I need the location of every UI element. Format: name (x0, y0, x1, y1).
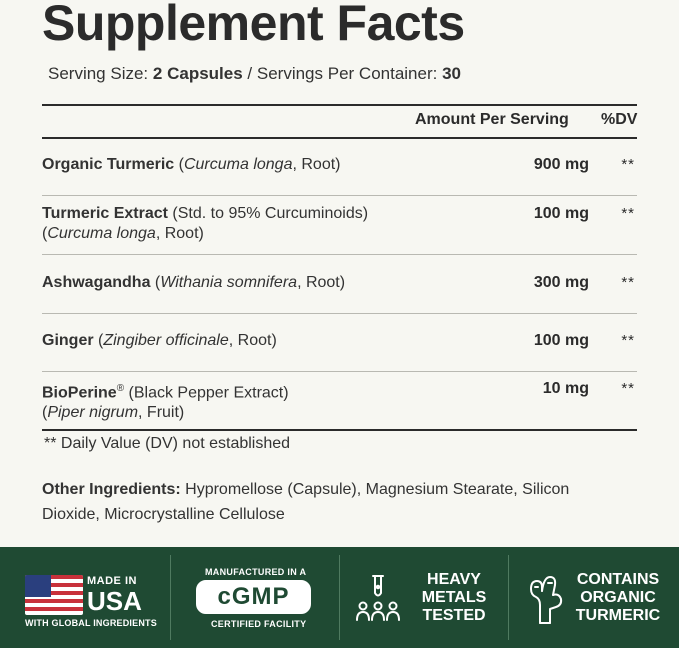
cgmp-label: cGMP (217, 583, 290, 610)
row-divider (42, 313, 637, 314)
header-amount-per-serving: Amount Per Serving (415, 111, 569, 128)
serving-info (48, 64, 461, 84)
serving-separator: / (247, 64, 253, 83)
servings-per-container-label: Servings Per Container: (256, 64, 438, 83)
badge-divider (339, 555, 340, 640)
serving-size-label: Serving Size: (48, 64, 149, 83)
ingredient-amount: 900 mg (533, 156, 589, 173)
made-in-label: MADE IN (87, 575, 137, 587)
ingredient-dv: ** (621, 205, 635, 222)
turmeric-root-icon (526, 571, 566, 625)
ingredient-name: Ginger (Zingiber officinale, Root) (42, 332, 277, 349)
other-ingredients (42, 477, 602, 527)
certified-facility-label: CERTIFIED FACILITY (211, 619, 307, 629)
top-rule (42, 104, 637, 106)
ingredient-dv: ** (621, 380, 635, 397)
ingredient-name: BioPerine® (Black Pepper Extract) (Piper nigrum, Fruit) (42, 383, 289, 422)
ingredient-amount: 100 mg (533, 332, 589, 349)
usa-flag-icon (25, 575, 83, 615)
global-ingredients-label: WITH GLOBAL INGREDIENTS (25, 618, 157, 628)
row-divider (42, 371, 637, 372)
dv-footnote: ** Daily Value (DV) not established (44, 435, 291, 452)
panel-title: Supplement Facts (42, 0, 465, 51)
header-rule (42, 137, 637, 139)
test-tube-people-icon (354, 573, 402, 623)
header-percent-dv: %DV (601, 111, 638, 128)
organic-turmeric-label: CONTAINS ORGANIC TURMERIC (575, 571, 661, 624)
ingredient-dv: ** (621, 332, 635, 349)
ingredient-name: Turmeric Extract (Std. to 95% Curcuminoids) (Curcuma longa, Root) (42, 205, 369, 242)
ingredient-name: Ashwagandha (Withania somnifera, Root) (42, 274, 346, 291)
badge-band (0, 547, 679, 648)
other-ingredients-label: Other Ingredients: (42, 481, 181, 498)
row-divider (42, 254, 637, 255)
ingredient-name: Organic Turmeric (Curcuma longa, Root) (42, 156, 341, 173)
ingredient-dv: ** (621, 274, 635, 291)
other-ingredients-text: Hypromellose (Capsule), Magnesium Stearate, Silicon Dioxide, Microcrystalline Cellulose (42, 481, 570, 523)
badge-made-in-usa (0, 547, 170, 648)
ingredient-dv: ** (621, 156, 635, 173)
usa-label: USA (87, 586, 142, 616)
row-divider (42, 195, 637, 196)
ingredient-amount: 100 mg (533, 205, 589, 222)
badge-divider (508, 555, 509, 640)
manufactured-in-label: MANUFACTURED IN A (205, 567, 307, 577)
ingredient-amount: 10 mg (542, 380, 589, 397)
bottom-rule (42, 429, 637, 431)
ingredient-amount: 300 mg (533, 274, 589, 291)
heavy-metals-label: HEAVY METALS TESTED (421, 571, 487, 624)
serving-size-value: 2 Capsules (152, 64, 243, 83)
servings-per-container-value: 30 (442, 64, 462, 83)
